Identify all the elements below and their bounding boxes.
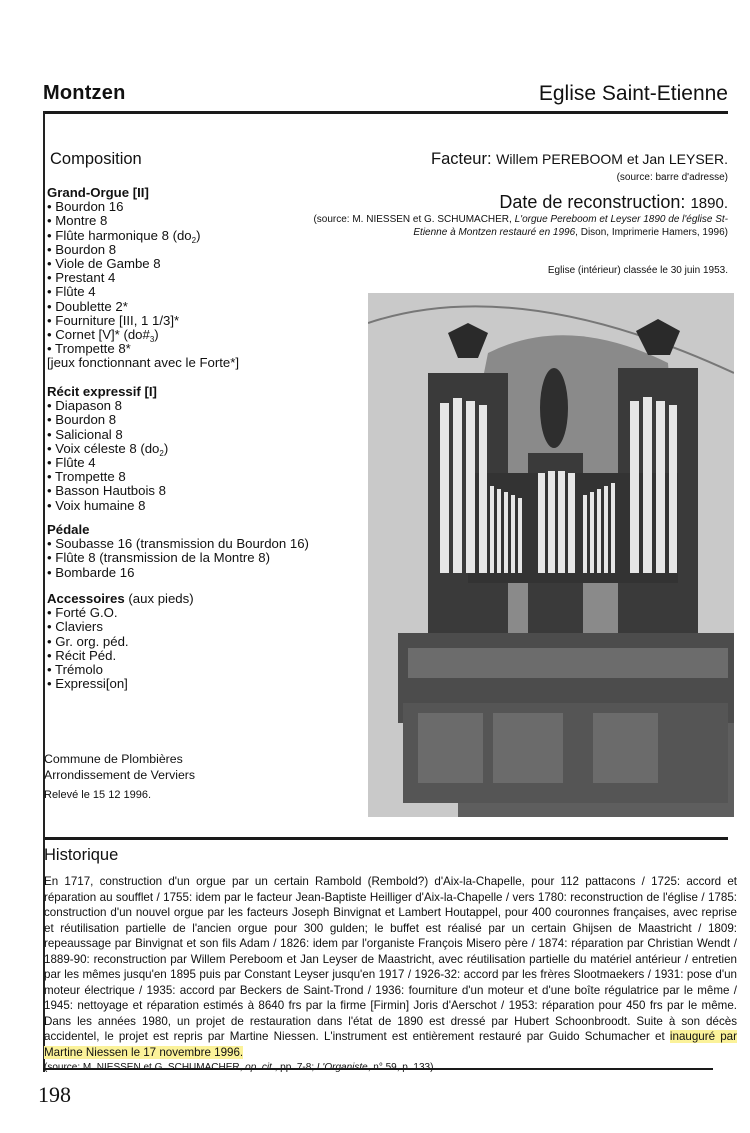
stop-item: • Diapason 8 <box>47 399 352 413</box>
pedale-title: Pédale <box>47 522 90 537</box>
left-border-divider <box>43 111 45 841</box>
composition-heading: Composition <box>50 150 142 168</box>
accessoires-section <box>47 592 352 691</box>
accessory-item: • Récit Péd. <box>47 649 352 663</box>
facteur-line <box>431 150 728 169</box>
stop-item: • Flûte 8 (transmission de la Montre 8) <box>47 551 352 565</box>
reconstruction-source: (source: M. NIESSEN et G. SCHUMACHER, L'orgue Pereboom et Leyser 1890 de l'église St-Etienne à Montzen restauré en 1996, Dison, Imprimerie Hamers, 1996) <box>313 214 728 238</box>
recit-section <box>47 385 352 513</box>
highlighted-text: inauguré par Martine Niessen le 17 novembre 1996. <box>44 1030 737 1059</box>
accessory-item: • Gr. org. péd. <box>47 635 352 649</box>
reconstruction-label: Date de reconstruction: <box>499 192 686 212</box>
historique-text: En 1717, construction d'un orgue par un certain Rambold (Rembold?) d'Aix-la-Chapelle, pour 112 pattacons / 1725: accord et réparation au soufflet / 1755: idem par le facteur Jean-Baptiste Heilliger d'Aix-la-Chapelle / vers 1780: reconstruction de l'église / 1785: construction d'un nouvel orgue par les facteurs Joseph Binvignat et Lambert Houtappel, pour 400 couronnes françaises, avec reprise et réutilisation partielle de l'ancien orgue pour 300 gulden; le buffet est réalisé par un certain Ghijsen de Maastricht / 1809: repeaussage par Binvignat et son fils Adam / 1826: idem par l'organiste François Misero père / 1874: réparation par Christian Wendt / 1889-90: reconstruction par Willem Pereboom et Jan Leyser de Maastricht, avec réutilisation partielle du matériel antérieur / entretien par les mêmes jusqu'en 1895 puis par Constant Leyser jusqu'en 1917 / 1926-32: accord par les frères Slootmaekers / 1931: pose d'un moteur électrique / 1935: accord par Beckers de Saint-Trond / 1936: fourniture d'un moteur et d'une boîte régulatrice par le même / 1945: nettoyage et réparation estimés à 8640 frs par la firme [Firmin] Joris d'Aerschot / 1953: réparation pour 450 frs par le même. Dans les années 1980, un projet de restauration dans l'état de 1890 est dressé par Hubert Schoonbroodt. Suite à son décès accidentel, le projet est repris par Martine Niessen. L'instrument est entièrement restauré par Guido Schumacher et inauguré par Martine Niessen le 17 novembre 1996. <box>44 875 737 1059</box>
classement-note: Eglise (intérieur) classée le 30 juin 1953. <box>547 265 728 276</box>
stop-item: • Flûte 4 <box>47 285 272 299</box>
organ-photo-illustration <box>368 293 734 817</box>
recit-title: Récit expressif [I] <box>47 384 157 399</box>
facteur-value: Willem PEREBOOM et Jan LEYSER. <box>496 151 728 167</box>
pedale-section <box>47 523 352 580</box>
accessoires-heading: Accessoires (aux pieds) <box>47 591 194 606</box>
historique-rule-divider <box>43 837 728 840</box>
accessory-item: • Forté G.O. <box>47 606 352 620</box>
stop-item: • Flûte harmonique 8 $(do_2)$ <box>47 229 272 243</box>
stop-item: • Soubasse 16 (transmission du Bourdon 16) <box>47 537 352 551</box>
stop-item: • Prestant 4 <box>47 271 272 285</box>
accessory-item: • Trémolo <box>47 663 352 677</box>
facteur-label: Facteur: <box>431 150 492 168</box>
releve-date: Relevé le 15 12 1996. <box>44 789 152 801</box>
stop-item: • Bourdon 16 <box>47 200 272 214</box>
forte-note: [jeux fonctionnant avec le Forte*] <box>47 355 240 371</box>
stop-item: • Fourniture [III, 1 1/3]* <box>47 314 272 328</box>
organ-photo <box>368 293 734 817</box>
stop-item: • Voix humaine 8 <box>47 499 352 513</box>
reconstruction-line <box>499 192 728 213</box>
top-rule-divider <box>43 111 728 114</box>
reconstruction-value: 1890. <box>690 195 728 212</box>
stop-item: • Salicional 8 <box>47 428 352 442</box>
bottom-rule-divider <box>43 1068 713 1070</box>
commune-line: Commune de Plombières <box>44 752 183 766</box>
stop-item: • Cornet [V]* $(do\#_3)$ <box>47 328 272 342</box>
page-header-church: Eglise Saint-Etienne <box>538 82 728 105</box>
historique-heading: Historique <box>44 846 119 864</box>
stop-item: • Basson Hautbois 8 <box>47 484 352 498</box>
stop-item: • Trompette 8 <box>47 470 352 484</box>
stop-item: • Voix céleste 8 $(do_2)$ <box>47 442 352 456</box>
stop-item: • Montre 8 <box>47 214 272 228</box>
stop-item: • Bombarde 16 <box>47 566 352 580</box>
grand-orgue-section <box>47 186 272 371</box>
stop-item: • Viole de Gambe 8 <box>47 257 272 271</box>
commune-block <box>44 752 359 783</box>
stop-item: • Doublette 2* <box>47 300 272 314</box>
facteur-source: (source: barre d'adresse) <box>616 172 728 183</box>
stop-item: • Trompette 8* <box>47 342 272 356</box>
grand-orgue-title: Grand-Orgue [II] <box>47 185 149 200</box>
accessory-item: • Expressi[on] <box>47 677 352 691</box>
stop-item: • Bourdon 8 <box>47 413 352 427</box>
left-footer-block <box>44 752 359 802</box>
stop-item: • Bourdon 8 <box>47 243 272 257</box>
arrondissement-line: Arrondissement de Verviers <box>44 767 196 782</box>
accessory-item: • Claviers <box>47 620 352 634</box>
page-header-location: Montzen <box>43 82 126 104</box>
page-number: 198 <box>38 1082 71 1107</box>
stop-item: • Flûte 4 <box>47 456 352 470</box>
